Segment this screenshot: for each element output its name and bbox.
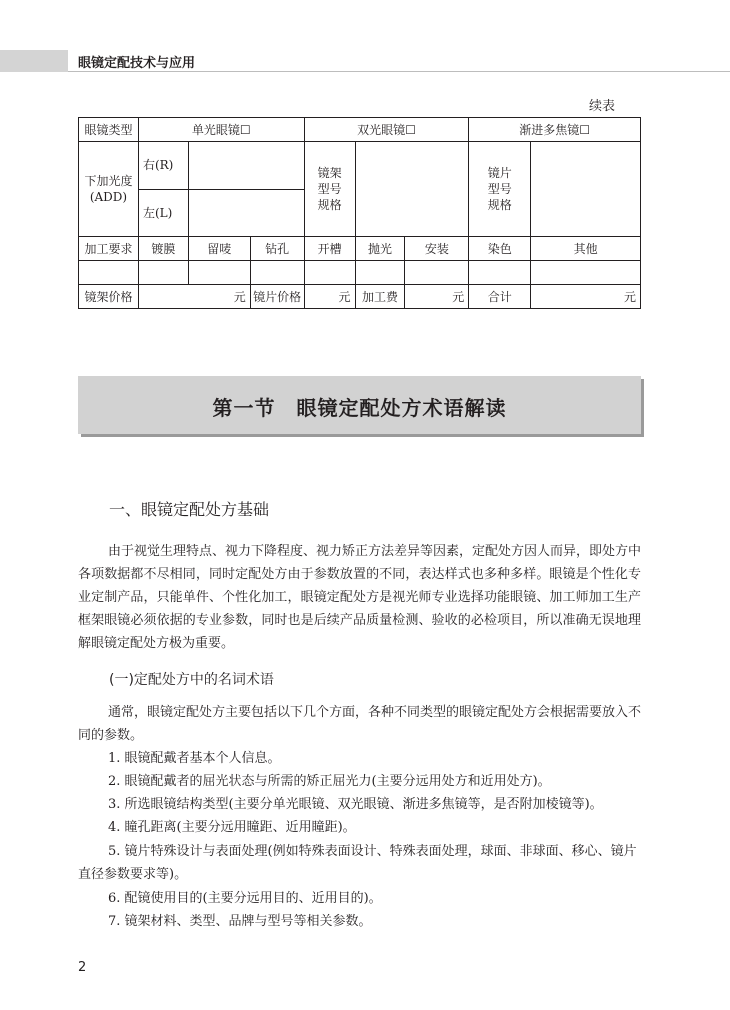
lens-model-line3: 规格: [487, 198, 512, 212]
prescription-form-table: [78, 117, 641, 309]
frame-model-line2: 型号: [317, 182, 342, 196]
lens-model-line2: 型号: [487, 182, 512, 196]
frame-price-label: 镜架价格: [79, 285, 139, 309]
running-title: 眼镜定配技术与应用: [78, 56, 196, 71]
page-number: 2: [78, 960, 87, 975]
table-row: [79, 285, 641, 309]
frame-model-line1: 镜架: [317, 166, 342, 180]
running-header: [0, 50, 730, 72]
lens-type-label: 眼镜类型: [79, 118, 139, 142]
header-rule: [68, 71, 730, 72]
heading-basics: 一、眼镜定配处方基础: [109, 500, 270, 519]
mounting-label: 安装: [405, 237, 469, 261]
grooving-value[interactable]: [304, 261, 355, 285]
add-label-line2: (ADD): [89, 190, 128, 204]
processing-blank: [79, 261, 139, 285]
mounting-value[interactable]: [405, 261, 469, 285]
total-value[interactable]: 元: [531, 285, 641, 309]
bifocal-option[interactable]: 双光眼镜☐: [304, 118, 469, 142]
frame-model-label: [304, 142, 355, 237]
lens-price-value[interactable]: 元: [304, 285, 355, 309]
list-item: 1. 眼镜配戴者基本个人信息。: [108, 751, 281, 766]
lens-price-label: 镜片价格: [250, 285, 304, 309]
right-eye-value[interactable]: [188, 142, 304, 190]
single-vision-option[interactable]: 单光眼镜☐: [138, 118, 304, 142]
processing-fee-value[interactable]: 元: [405, 285, 469, 309]
tinting-value[interactable]: [469, 261, 531, 285]
add-power-label: [79, 142, 139, 237]
list-item: 7. 镜架材料、类型、品牌与型号等相关参数。: [108, 914, 372, 929]
table-row: [79, 118, 641, 142]
lens-model-value[interactable]: [531, 142, 641, 237]
tinting-label: 染色: [469, 237, 531, 261]
grooving-label: 开槽: [304, 237, 355, 261]
paragraph-basics: [78, 540, 641, 655]
lens-model-line1: 镜片: [487, 166, 512, 180]
processing-label: 加工要求: [79, 237, 139, 261]
right-eye-label: 右(R): [138, 142, 188, 190]
left-eye-value[interactable]: [188, 189, 304, 237]
header-tab: [0, 50, 68, 72]
frame-price-value[interactable]: 元: [138, 285, 250, 309]
chamfer-label: 留唛: [188, 237, 250, 261]
list-item: 5. 镜片特殊设计与表面处理(例如特殊表面设计、特殊表面处理，球面、非球面、移心、镜片直径参数要求等)。: [78, 844, 637, 882]
paragraph-text: 通常，眼镜定配处方主要包括以下几个方面，各种不同类型的眼镜定配处方会根据需要放入不同的参数。: [78, 705, 642, 743]
section-title: 第一节 眼镜定配处方术语解读: [212, 396, 507, 420]
polishing-value[interactable]: [355, 261, 405, 285]
left-eye-label: 左(L): [138, 189, 188, 237]
paragraph-text: 由于视觉生理特点、视力下降程度、视力矫正方法差异等因素，定配处方因人而异，即处方中各项数据都不尽相同，同时定配处方由于参数放置的不同，表达样式也多种多样。眼镜是个性化专业定制产品，只能单件、个性化加工，眼镜定配处方是视光师专业选择功能眼镜、加工师加工生产框架眼镜必须依据的专业参数，同时也是后续产品质量检测、验收的必检项目，所以准确无误地理解眼镜定配处方极为重要。: [78, 544, 642, 651]
paragraph-intro: [78, 701, 641, 747]
total-label: 合计: [469, 285, 531, 309]
table-row: [79, 142, 641, 190]
list-item: 2. 眼镜配戴者的屈光状态与所需的矫正屈光力(主要分远用处方和近用处方)。: [108, 774, 551, 789]
polishing-label: 抛光: [355, 237, 405, 261]
add-label-line1: 下加光度: [84, 174, 133, 188]
progressive-option[interactable]: 渐进多焦镜☐: [469, 118, 641, 142]
continued-label: 续表: [589, 99, 616, 114]
coating-value[interactable]: [138, 261, 188, 285]
processing-fee-label: 加工费: [355, 285, 405, 309]
table-row: [79, 237, 641, 261]
coating-label: 镀膜: [138, 237, 188, 261]
lens-model-label: [469, 142, 531, 237]
heading-terms: (一)定配处方中的名词术语: [109, 672, 274, 688]
table-row: [79, 261, 641, 285]
list-item: 3. 所选眼镜结构类型(主要分单光眼镜、双光眼镜、渐进多焦镜等，是否附加棱镜等)。: [108, 797, 603, 812]
list-item: 6. 配镜使用目的(主要分远用目的、近用目的)。: [108, 891, 382, 906]
drilling-label: 钻孔: [250, 237, 304, 261]
drilling-value[interactable]: [250, 261, 304, 285]
chamfer-value[interactable]: [188, 261, 250, 285]
frame-model-value[interactable]: [355, 142, 469, 237]
other-value[interactable]: [531, 261, 641, 285]
other-label: 其他: [531, 237, 641, 261]
list-item: 4. 瞳孔距离(主要分远用瞳距、近用瞳距)。: [108, 820, 356, 835]
section-title-band: [78, 376, 641, 434]
frame-model-line3: 规格: [317, 198, 342, 212]
